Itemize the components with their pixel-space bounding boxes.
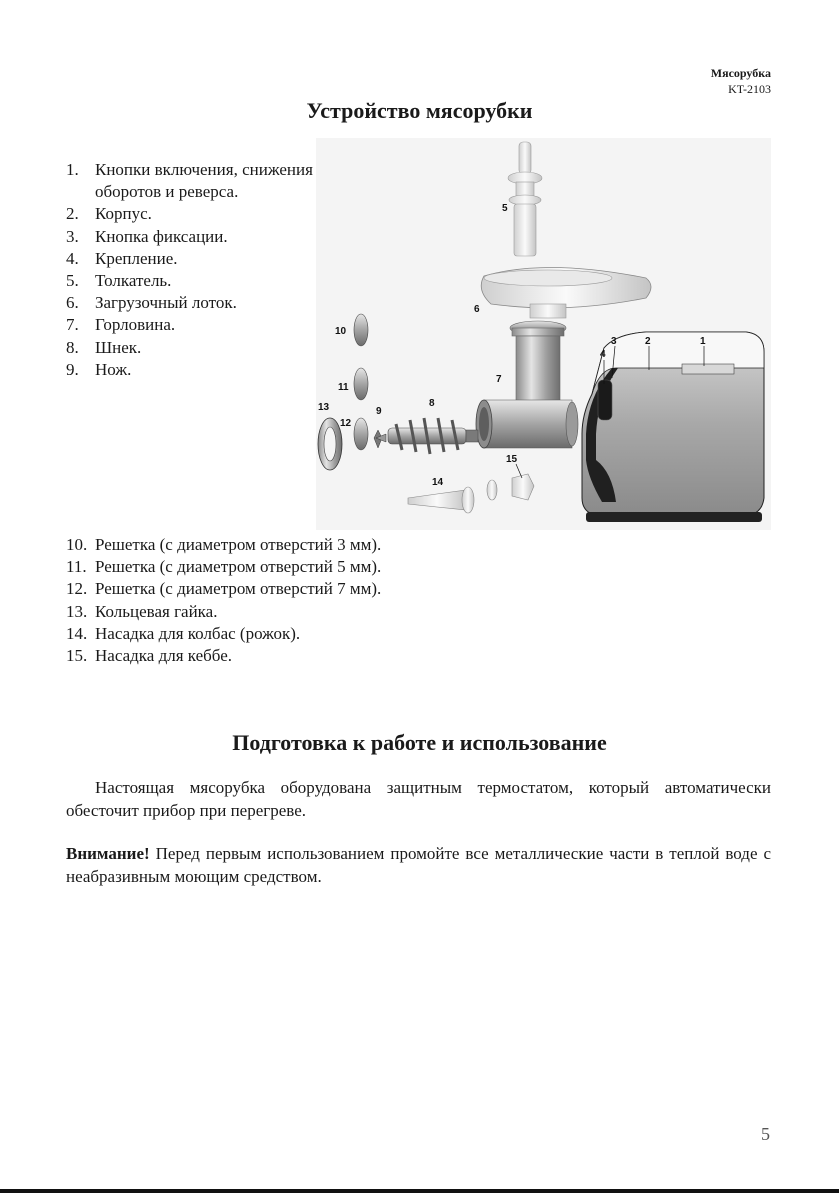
list-item-text: Кнопка фиксации.	[95, 226, 228, 246]
list-item-text: Толкатель.	[95, 271, 172, 291]
motor-housing	[582, 332, 764, 522]
list-item-number: 11.	[66, 557, 87, 577]
list-item-text: Кольцевая гайка.	[95, 601, 218, 621]
callout-label: 15	[506, 454, 518, 465]
grid-plate-7mm	[354, 418, 368, 450]
list-item	[66, 601, 486, 623]
list-item-number: 8.	[66, 337, 79, 357]
list-item-number: 10.	[66, 535, 88, 554]
list-item	[66, 534, 486, 556]
list-item-number: 6.	[66, 293, 79, 313]
list-item-text: Решетка (с диаметром отверстий 3 мм).	[95, 535, 382, 554]
list-item-number: 12.	[66, 579, 88, 599]
list-item-text: Насадка для колбас (рожок).	[95, 623, 301, 643]
list-item	[66, 556, 486, 578]
callout-label: 9	[376, 406, 382, 417]
section-title-device: Устройство мясорубки	[306, 98, 533, 123]
callout-label: 14	[432, 477, 444, 488]
list-item-number: 9.	[66, 359, 79, 379]
callout-label: 5	[502, 203, 508, 214]
warning-text: Перед первым использованием промойте все металлические части в теплой воде с неабразивным моющим средством.	[66, 844, 771, 886]
list-item-number: 5.	[66, 271, 79, 291]
list-item-number: 13.	[66, 601, 88, 621]
header-model: KT-2103	[728, 82, 771, 96]
list-item-number: 14.	[66, 623, 88, 643]
thermostat-paragraph: Настоящая мясорубка оборудована защитным термостатом, который автоматически обесточит прибор при перегреве.	[66, 778, 771, 820]
list-item-number: 4.	[66, 248, 79, 268]
list-item	[66, 578, 486, 600]
page-number: 5	[761, 1124, 770, 1144]
list-item-text: Шнек.	[95, 337, 142, 357]
grid-plate-5mm	[354, 368, 368, 400]
warning-label: Внимание!	[66, 844, 150, 863]
list-item-number: 7.	[66, 315, 79, 335]
warning-paragraph	[66, 842, 771, 888]
list-item-text: Насадка для кеббе.	[95, 646, 233, 666]
list-item-text: Кнопки включения, снижения оборотов и реверса.	[95, 160, 313, 202]
callout-label: 10	[335, 326, 347, 337]
list-item	[66, 645, 486, 667]
callout-label: 8	[429, 398, 435, 409]
ring-nut-part	[318, 418, 342, 470]
list-item-text: Горловина.	[95, 315, 176, 335]
bottom-border	[0, 1189, 839, 1193]
list-item-number: 2.	[66, 204, 79, 224]
list-item-text: Нож.	[95, 359, 132, 379]
callout-label: 3	[611, 336, 617, 347]
list-item-text: Корпус.	[95, 204, 152, 224]
callout-label: 2	[645, 336, 651, 347]
list-item-number: 15.	[66, 646, 88, 666]
list-item-text: Крепление.	[95, 248, 178, 268]
callout-label: 12	[340, 418, 352, 429]
callout-label: 4	[600, 349, 606, 360]
list-item	[66, 623, 486, 645]
callout-label: 13	[318, 402, 330, 413]
list-item-text: Загрузочный лоток.	[95, 293, 237, 313]
list-item-number: 3.	[66, 226, 79, 246]
list-item-number: 1.	[66, 160, 79, 179]
header-product-name: Мясорубка	[710, 66, 771, 80]
list-item-text: Решетка (с диаметром отверстий 7 мм).	[95, 579, 382, 599]
callout-label: 6	[474, 304, 480, 315]
callout-label: 1	[700, 336, 706, 347]
callout-label: 11	[338, 382, 349, 393]
grid-plate-3mm	[354, 314, 368, 346]
meat-grinder-exploded-diagram	[316, 138, 771, 530]
callout-label: 7	[496, 374, 502, 385]
section-title-preparation: Подготовка к работе и использование	[232, 730, 607, 755]
parts-list-bottom	[66, 534, 486, 667]
list-item-text: Решетка (с диаметром отверстий 5 мм).	[95, 557, 382, 577]
